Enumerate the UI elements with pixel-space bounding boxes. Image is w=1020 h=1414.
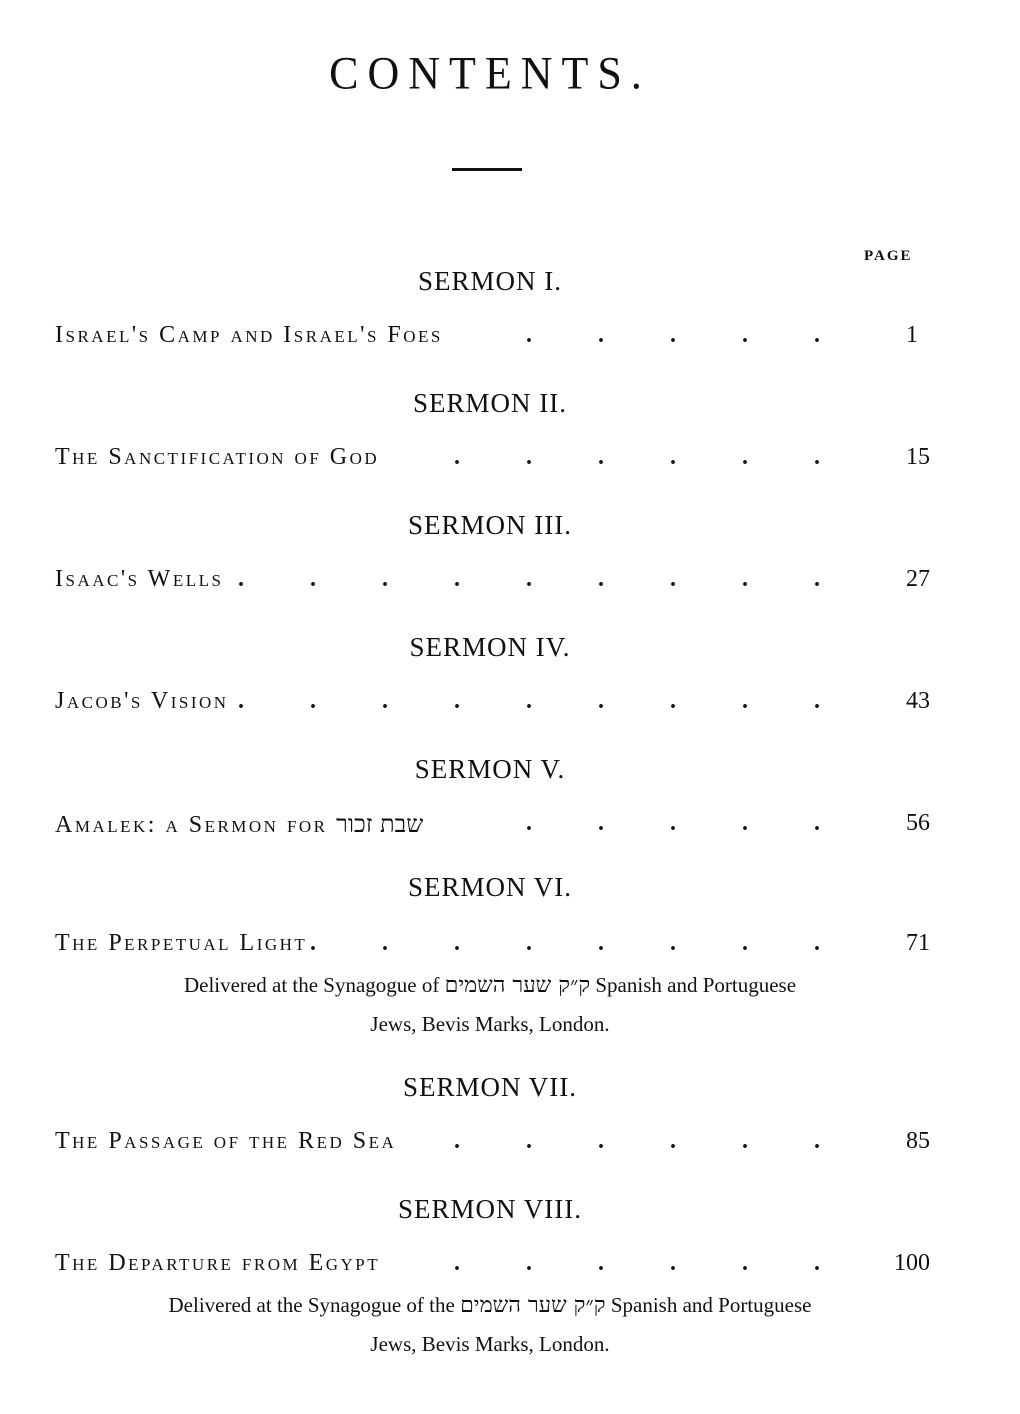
page-number: 43 <box>906 688 930 714</box>
sermon-heading: SERMON II. <box>412 388 567 418</box>
page-number: 100 <box>894 1250 930 1276</box>
note-hebrew: ק״ק שער השמים <box>444 973 591 998</box>
leader-dots: . . . . . . <box>454 1250 850 1276</box>
page-number: 71 <box>906 930 930 956</box>
leader-dots: . . . . . <box>526 810 850 836</box>
sermon-heading: SERMON VIII. <box>397 1194 582 1224</box>
toc-entry[interactable] <box>55 930 930 964</box>
page-number: 1 <box>906 322 918 348</box>
delivery-note-line-2: Jews, Bevis Marks, London. <box>370 1332 610 1356</box>
entry-title: Jacob's Vision <box>55 688 229 714</box>
page-title: CONTENTS. <box>329 47 651 100</box>
page-number: 85 <box>906 1128 930 1154</box>
page-number: 15 <box>906 444 930 470</box>
delivery-note <box>0 966 980 1043</box>
entry-title: Isaac's Wells <box>55 566 224 592</box>
page-column-label: PAGE <box>864 248 913 264</box>
delivery-note-line-1 <box>0 966 980 1005</box>
toc-entry[interactable] <box>55 444 930 478</box>
delivery-note-line-1 <box>0 1286 980 1325</box>
leader-dots: . . . . . . . . . <box>238 566 850 592</box>
entry-title: The Perpetual Light <box>55 930 308 956</box>
delivery-note-line-2: Jews, Bevis Marks, London. <box>370 1012 610 1036</box>
entry-title: The Passage of the Red Sea <box>55 1128 397 1154</box>
delivery-note <box>0 1286 980 1363</box>
leader-dots: . . . . . . <box>454 1128 850 1154</box>
sermon-heading: SERMON IV. <box>409 632 571 662</box>
sermon-heading: SERMON VII. <box>402 1072 577 1102</box>
entry-title: Israel's Camp and Israel's Foes <box>55 322 443 348</box>
entry-title: The Departure from Egypt <box>55 1250 381 1276</box>
toc-entry[interactable] <box>55 810 930 844</box>
note-text: Spanish and Portuguese <box>595 973 797 997</box>
toc-entry[interactable] <box>55 322 930 356</box>
note-text: Spanish and Portuguese <box>610 1293 812 1317</box>
note-text: Delivered at the Synagogue of the <box>168 1293 455 1317</box>
toc-entry[interactable] <box>55 566 930 600</box>
toc-entry[interactable] <box>55 688 930 722</box>
leader-dots: . . . . . . . . <box>310 930 850 956</box>
page-number: 27 <box>906 566 930 592</box>
leader-dots: . . . . . . . . . <box>238 688 850 714</box>
title-rule <box>452 168 522 171</box>
sermon-heading: SERMON I. <box>417 266 562 296</box>
entry-title-hebrew: שבת זכור <box>336 810 424 838</box>
page-number: 56 <box>906 810 930 836</box>
entry-title: The Sanctification of God <box>55 444 380 470</box>
note-text: Delivered at the Synagogue of <box>183 973 440 997</box>
sermon-heading: SERMON V. <box>414 754 566 784</box>
entry-title <box>55 810 423 839</box>
sermon-heading: SERMON III. <box>408 510 572 540</box>
entry-title-text: Amalek: a Sermon for <box>55 812 328 838</box>
sermon-heading: SERMON VI. <box>407 872 573 902</box>
leader-dots: . . . . . <box>526 322 850 348</box>
note-hebrew: ק״ק שער השמים <box>460 1293 606 1318</box>
leader-dots: . . . . . . <box>454 444 850 470</box>
toc-entry[interactable] <box>55 1250 930 1284</box>
toc-entry[interactable] <box>55 1128 930 1162</box>
